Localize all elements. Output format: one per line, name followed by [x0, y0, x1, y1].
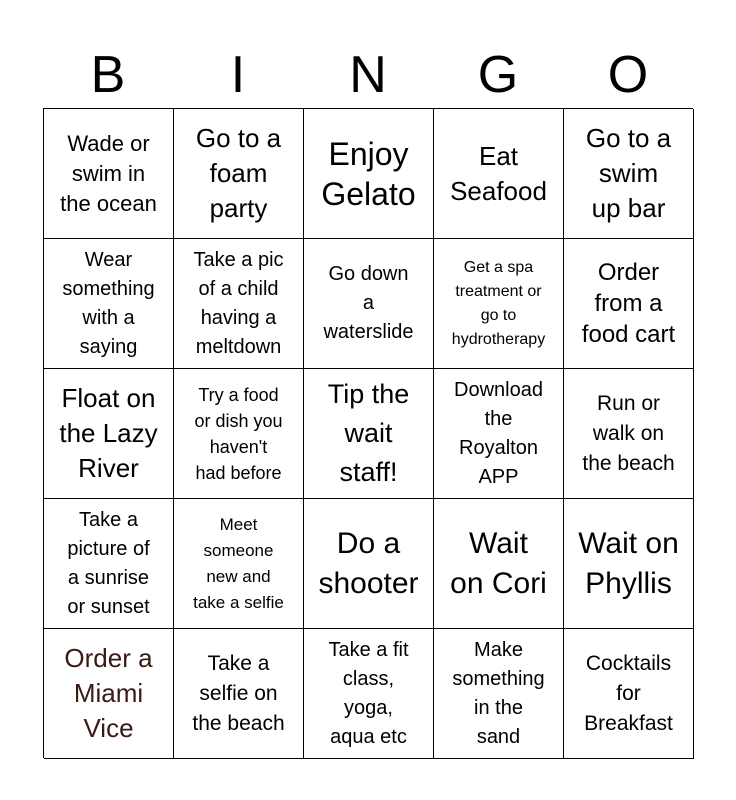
cell-text: Order a Miami Vice [64, 643, 153, 743]
bingo-cell[interactable] [44, 239, 174, 369]
cell-text: Order from a food cart [581, 259, 676, 348]
bingo-cell[interactable] [434, 369, 564, 499]
cell-text: Wait on Cori [450, 526, 547, 600]
cell-text: Run or walk on the beach [582, 391, 675, 475]
bingo-cell[interactable] [174, 629, 304, 759]
bingo-cell[interactable] [174, 499, 304, 629]
bingo-cell[interactable] [564, 239, 694, 369]
bingo-cell[interactable] [304, 369, 434, 499]
cell-text: Do a shooter [318, 526, 419, 600]
bingo-cell[interactable] [304, 109, 434, 239]
bingo-cell[interactable] [44, 629, 174, 759]
cell-text: Try a food or dish you haven't had before [194, 384, 283, 483]
bingo-cell[interactable] [434, 499, 564, 629]
bingo-cell[interactable] [174, 239, 304, 369]
bingo-cell[interactable] [564, 109, 694, 239]
cell-text: Take a pic of a child having a meltdown [193, 248, 284, 358]
bingo-cell[interactable] [564, 629, 694, 759]
cell-text: Take a selfie on the beach [192, 651, 285, 735]
cell-text: Wait on Phyllis [578, 526, 679, 600]
header-letter-o: O [607, 46, 649, 104]
cell-text: Take a fit class, yoga, aqua etc [328, 638, 409, 748]
bingo-cell[interactable] [304, 499, 434, 629]
cell-text: Go to a swim up bar [585, 123, 672, 223]
cell-text: Download the Royalton APP [454, 378, 543, 488]
bingo-board [43, 108, 693, 758]
bingo-cell[interactable] [44, 109, 174, 239]
cell-text: Take a picture of a sunrise or sunset [67, 508, 150, 618]
cell-text: Wear something with a saying [62, 248, 155, 358]
bingo-cell[interactable] [304, 629, 434, 759]
bingo-cell[interactable] [564, 499, 694, 629]
bingo-cell[interactable] [174, 369, 304, 499]
header-letter-n: N [349, 46, 387, 104]
bingo-cell[interactable] [304, 239, 434, 369]
header-letter-b: B [90, 46, 126, 104]
cell-text: Get a spa treatment or go to hydrotherapy [451, 258, 546, 348]
bingo-header [43, 44, 693, 106]
cell-text: Wade or swim in the ocean [60, 130, 157, 216]
header-letter-g: G [477, 46, 519, 104]
cell-text: Go to a foam party [195, 123, 282, 223]
cell-text: Meet someone new and take a selfie [193, 514, 284, 612]
bingo-cell[interactable] [434, 239, 564, 369]
cell-text: Float on the Lazy River [59, 383, 158, 483]
bingo-cell[interactable] [434, 109, 564, 239]
bingo-cell[interactable] [174, 109, 304, 239]
cell-text: Eat Seafood [450, 140, 547, 206]
cell-text: Cocktails for Breakfast [584, 651, 673, 735]
header-letter-i: I [230, 46, 246, 104]
bingo-cell[interactable] [44, 499, 174, 629]
bingo-cell[interactable] [564, 369, 694, 499]
bingo-cell[interactable] [44, 369, 174, 499]
cell-text: Enjoy Gelato [321, 135, 416, 212]
bingo-cell[interactable] [434, 629, 564, 759]
cell-text: Go down a waterslide [323, 263, 414, 343]
cell-text: Make something in the sand [452, 638, 545, 748]
cell-text: Tip the wait staff! [327, 379, 410, 487]
